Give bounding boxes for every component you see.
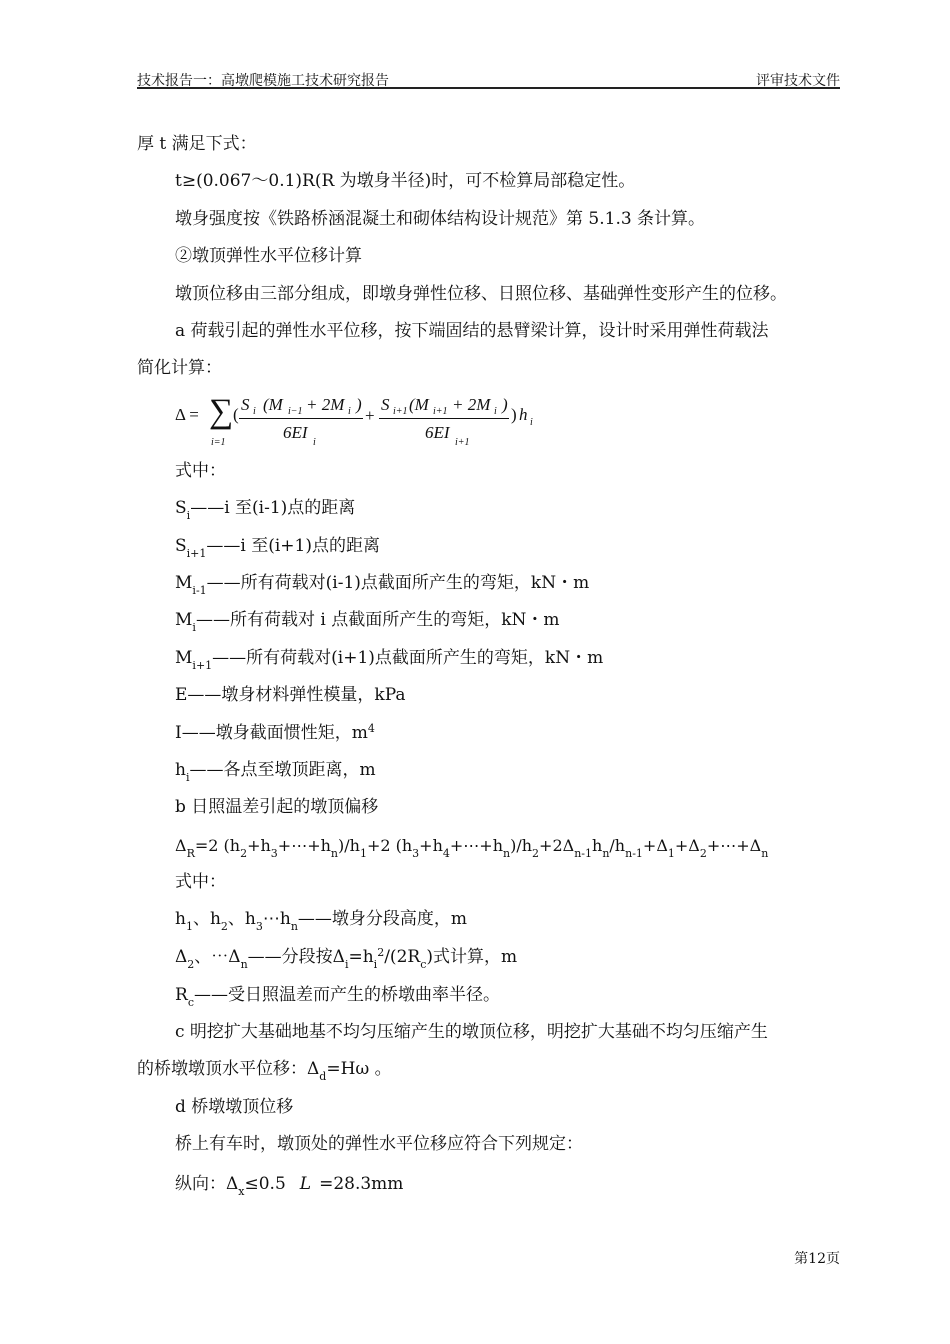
sup: 2	[377, 946, 385, 959]
sub: n-1	[574, 847, 592, 860]
definition-text: ——各点至墩顶距离，m	[189, 760, 376, 780]
sub: n	[761, 847, 769, 860]
symbol: S	[175, 498, 187, 518]
symbol: M	[175, 610, 193, 630]
paragraph-line: t≥(0.067～0.1)R(R 为墩身半径)时，可不检算局部稳定性。	[175, 171, 636, 191]
text: h	[592, 836, 603, 855]
text: 、h	[227, 909, 256, 929]
text: +Δ	[642, 836, 668, 855]
text: +h	[247, 836, 271, 855]
sub: 1	[185, 920, 193, 933]
formula-delta: Δ =	[175, 405, 199, 424]
sub: 1	[359, 847, 367, 860]
longitudinal-limit	[175, 1173, 403, 1197]
section-d-heading: d 桥墩墩顶位移	[175, 1097, 294, 1117]
sub: n	[330, 847, 339, 860]
text: Δ	[175, 836, 187, 855]
symbol-sub: i	[185, 771, 190, 784]
section-c-line2	[137, 1058, 392, 1082]
page-number: 第12页	[794, 1251, 840, 1267]
text: +2Δ	[539, 836, 575, 855]
sub: n	[602, 847, 610, 860]
text: 纵向：Δ	[175, 1174, 239, 1194]
sub: n	[503, 847, 511, 860]
header-doc-type: 评审技术文件	[756, 73, 840, 89]
symbol: h	[175, 760, 186, 780]
symbol: S	[175, 536, 187, 556]
term2-s: S	[381, 395, 390, 414]
paragraph-line: 桥上有车时，墩顶处的弹性水平位移应符合下列规定：	[175, 1134, 583, 1154]
text: h	[175, 909, 186, 929]
formula-plus: +	[365, 406, 375, 425]
section-c-line1: c 明挖扩大基础地基不均匀压缩产生的墩顶位移，明挖扩大基础不均匀压缩产生	[175, 1022, 768, 1042]
text: 的桥墩墩顶水平位移：Δ	[137, 1059, 320, 1079]
sub: x	[238, 1185, 245, 1198]
formula-rparen: )	[511, 405, 517, 424]
text: +Δ	[674, 836, 700, 855]
symbol-sub: i	[186, 509, 191, 522]
text: +⋯+h	[277, 836, 331, 855]
text: ——分段按Δ	[247, 947, 345, 967]
delta-r-formula	[175, 835, 768, 859]
definition-s-i1	[175, 535, 380, 559]
text: ≤0.5	[244, 1174, 286, 1194]
definition-m-im1	[175, 572, 589, 596]
symbol-sub: i-1	[192, 584, 207, 597]
definition-text: ——受日照温差而产生的桥墩曲率半径。	[193, 985, 500, 1005]
sub: 2	[187, 958, 195, 971]
definition-h	[175, 759, 376, 783]
term2-den-sub: i+1	[455, 437, 470, 448]
sub: n	[240, 958, 248, 971]
text: /(2R	[384, 947, 421, 967]
term1-s-sub: i	[253, 406, 256, 417]
term1-s: S	[241, 395, 250, 414]
text: ⋯h	[262, 909, 291, 929]
definition-i	[175, 722, 375, 746]
sub: n	[290, 920, 298, 933]
definition-text: ——所有荷载对(i+1)点截面所产生的弯矩，kN・m	[212, 648, 604, 668]
term2-fraction-bar	[379, 418, 509, 419]
sub: 3	[412, 847, 420, 860]
text: +h	[419, 836, 443, 855]
symbol-l: L	[299, 1174, 312, 1194]
sub: 2	[699, 847, 707, 860]
sub: n-1	[625, 847, 643, 860]
definition-s-i	[175, 497, 355, 521]
text: =28.3mm	[319, 1174, 404, 1194]
term1-fraction-bar	[239, 418, 363, 419]
paragraph-line: 墩顶位移由三部分组成，即墩身弹性位移、日照位移、基础弹性变形产生的位移。	[175, 284, 787, 304]
text: )/h	[510, 836, 533, 855]
definition-rc	[175, 984, 500, 1008]
symbol: M	[175, 573, 193, 593]
sub: 3	[255, 920, 263, 933]
symbol-sub: i+1	[186, 547, 207, 560]
term2-2m: + 2M	[452, 395, 491, 414]
header-title: 技术报告一：高墩爬模施工技术研究报告	[137, 73, 389, 89]
sub: d	[319, 1070, 327, 1083]
text: /h	[609, 836, 626, 855]
text: +⋯+h	[449, 836, 504, 855]
text: ——墩身分段高度，m	[297, 909, 468, 929]
symbol: R	[175, 985, 188, 1005]
term2-denominator: 6EI	[425, 423, 450, 442]
sub: 4	[442, 847, 450, 860]
term1-2m-sub: i	[348, 406, 351, 417]
text: =Hω 。	[326, 1059, 392, 1079]
symbol-sub: c	[187, 996, 194, 1009]
definition-e: E——墩身材料弹性模量，kPa	[175, 685, 406, 705]
paragraph-line: 式中：	[175, 872, 226, 892]
section-b-heading: b 日照温差引起的墩顶偏移	[175, 797, 379, 817]
definition-m-i1	[175, 647, 603, 671]
symbol: M	[175, 648, 193, 668]
paragraph-line: 简化计算：	[137, 358, 222, 378]
sub: 2	[240, 847, 248, 860]
sub: 2	[220, 920, 228, 933]
formula-h-sub: i	[530, 417, 533, 428]
unit-superscript: 4	[367, 722, 375, 735]
term1-close: )	[356, 395, 362, 414]
sub: i	[344, 958, 349, 971]
term2-m-sub: i+1	[433, 406, 448, 417]
text: Δ	[175, 947, 188, 967]
paragraph-line: 墩身强度按《铁路桥涵混凝土和砌体结构设计规范》第 5.1.3 条计算。	[175, 209, 706, 229]
definition-text: ——i 至(i-1)点的距离	[190, 498, 356, 518]
paragraph-line: a 荷载引起的弹性水平位移，按下端固结的悬臂梁计算，设计时采用弹性荷载法	[175, 321, 769, 341]
text: 、h	[192, 909, 221, 929]
term1-2m: + 2M	[306, 395, 345, 414]
text: 、⋯Δ	[194, 947, 241, 967]
sum-lower-limit: i=1	[211, 437, 226, 448]
text: =h	[348, 947, 374, 967]
sub: 2	[532, 847, 540, 860]
section-heading: ②墩顶弹性水平位移计算	[175, 246, 362, 266]
paragraph-line: 厚 t 满足下式：	[137, 134, 257, 154]
header-rule	[137, 87, 840, 89]
symbol-sub: i+1	[192, 659, 213, 672]
sub: 3	[270, 847, 278, 860]
definition-text: I——墩身截面惯性矩，m	[175, 723, 368, 743]
term2-m: (M	[409, 395, 429, 414]
text: =2 (h	[194, 836, 241, 855]
term1-m-sub: i−1	[288, 406, 303, 417]
text: )/h	[338, 836, 360, 855]
term1-m: (M	[263, 395, 283, 414]
sum-symbol: ∑	[209, 393, 234, 430]
text: +⋯+Δ	[706, 836, 762, 855]
definition-delta-segments	[175, 946, 517, 970]
sub: c	[420, 958, 427, 971]
text: +2 (h	[366, 836, 413, 855]
sub: i	[373, 958, 378, 971]
formula-lparen: (	[233, 405, 239, 424]
sub: 1	[667, 847, 675, 860]
definition-text: ——所有荷载对(i-1)点截面所产生的弯矩，kN・m	[206, 573, 590, 593]
definition-h-segments	[175, 908, 467, 932]
paragraph-line: 式中：	[175, 461, 226, 481]
definition-m-i	[175, 609, 560, 633]
term2-close: )	[502, 395, 508, 414]
symbol-sub: i	[192, 621, 196, 634]
definition-text: ——所有荷载对 i 点截面所产生的弯矩，kN・m	[195, 610, 560, 630]
displacement-formula	[175, 385, 575, 465]
text: )式计算，m	[426, 947, 518, 967]
definition-text: ——i 至(i+1)点的距离	[206, 536, 380, 556]
formula-h: h	[519, 405, 528, 424]
term1-denominator: 6EI	[283, 423, 308, 442]
term2-2m-sub: i	[494, 406, 497, 417]
term1-den-sub: i	[313, 437, 316, 448]
sub: R	[186, 847, 195, 860]
term2-s-sub: i+1	[393, 406, 408, 417]
